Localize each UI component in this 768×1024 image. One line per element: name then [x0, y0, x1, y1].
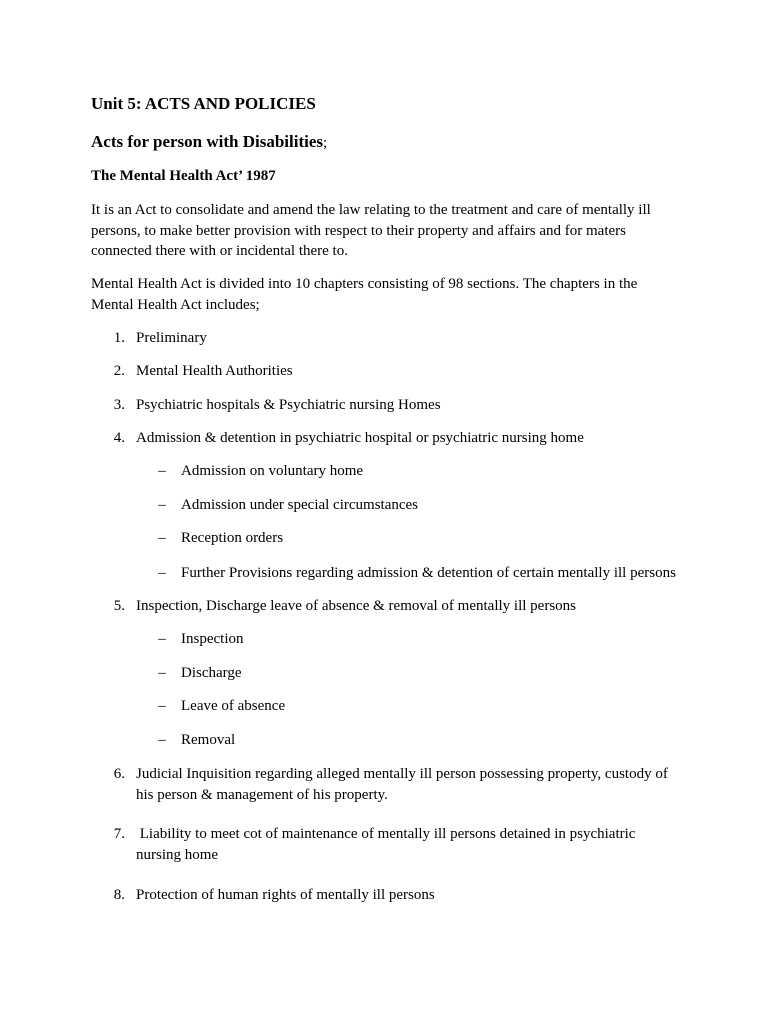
- chapter-text: Mental Health Authorities: [136, 363, 293, 379]
- dash-bullet: –: [158, 463, 166, 479]
- chapter-list-item: [91, 824, 691, 866]
- act-description-paragraph: It is an Act to consolidate and amend the law relating to the treatment and care of mentally ill persons, to make better provision with respect to their property and affairs and for maters connected there with or incidental there to.: [91, 202, 651, 259]
- list-number: 5.: [113, 598, 125, 614]
- sub-item-text: Admission under special circumstances: [181, 497, 419, 513]
- dash-bullet: –: [158, 732, 166, 748]
- dash-bullet: –: [158, 631, 166, 647]
- list-number: 3.: [113, 397, 125, 413]
- list-number: 7.: [113, 826, 125, 842]
- sub-item-text: Removal: [181, 732, 236, 748]
- chapters-intro-paragraph: Mental Health Act is divided into 10 chapters consisting of 98 sections. The chapters in the Mental Health Act includes;: [91, 276, 638, 313]
- list-number: 6.: [113, 766, 125, 782]
- list-number: 8.: [113, 887, 125, 903]
- dash-bullet: –: [158, 530, 166, 546]
- dash-bullet: –: [158, 698, 166, 714]
- section-title-text: Acts for person with Disabilities: [91, 132, 324, 151]
- sub-item-text: Inspection: [181, 631, 244, 647]
- sub-item-text: Discharge: [181, 665, 242, 681]
- list-number: 1.: [113, 330, 125, 346]
- dash-bullet: –: [158, 665, 166, 681]
- sub-item-text: Leave of absence: [181, 698, 286, 714]
- chapter-text: Protection of human rights of mentally ill persons: [136, 887, 435, 903]
- chapter-text: Inspection, Discharge leave of absence & removal of mentally ill persons: [136, 598, 576, 614]
- dash-bullet: –: [158, 497, 166, 513]
- sub-item-text: Reception orders: [181, 530, 284, 546]
- act-title: The Mental Health Act’ 1987: [91, 168, 276, 184]
- section-title: [91, 131, 327, 154]
- chapter-text: Psychiatric hospitals & Psychiatric nursing Homes: [136, 397, 441, 413]
- dash-bullet: –: [158, 565, 166, 581]
- sub-item-text: Admission on voluntary home: [181, 463, 364, 479]
- unit-title: Unit 5: ACTS AND POLICIES: [91, 94, 316, 113]
- chapter-text: Admission & detention in psychiatric hospital or psychiatric nursing home: [136, 430, 584, 446]
- chapter-text: Liability to meet cot of maintenance of mentally ill persons detained in psychiatric nursing home: [136, 826, 640, 863]
- section-title-punctuation: ;: [323, 135, 328, 151]
- chapter-text: Preliminary: [136, 330, 207, 346]
- list-number: 4.: [113, 430, 125, 446]
- chapter-list-item: [91, 764, 691, 806]
- chapter-text: Judicial Inquisition regarding alleged mentally ill person possessing property, custody of his person & management of his property.: [136, 766, 668, 803]
- sub-item-text: Further Provisions regarding admission & detention of certain mentally ill persons: [181, 565, 676, 581]
- list-number: 2.: [113, 363, 125, 379]
